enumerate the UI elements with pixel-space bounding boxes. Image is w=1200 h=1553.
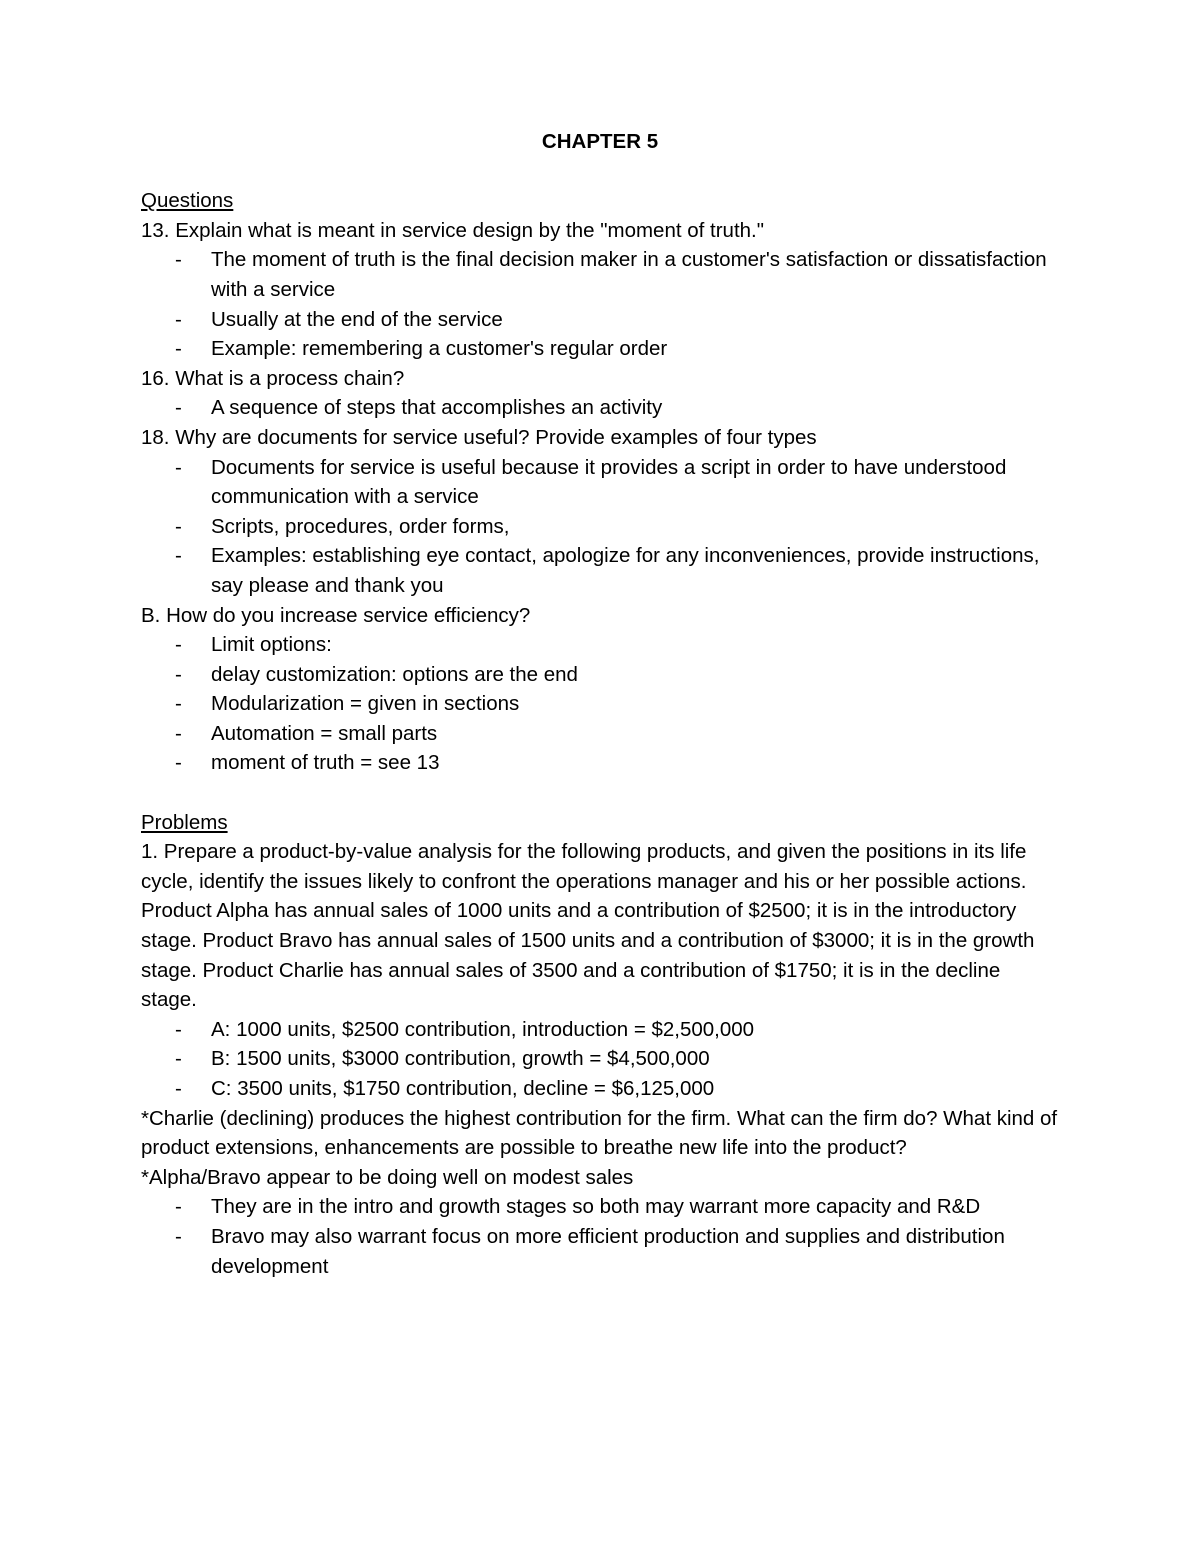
chapter-title: CHAPTER 5 [541, 130, 659, 153]
list-item [141, 512, 1061, 542]
list-item [141, 689, 1061, 719]
list-item [141, 748, 1061, 778]
answer-text: moment of truth = see 13 [211, 751, 440, 775]
list-item [141, 541, 1061, 600]
list-item [141, 1192, 1061, 1222]
answer-text: Limit options: [211, 633, 332, 657]
dash-marker: - [175, 1195, 182, 1219]
answer-text: The moment of truth is the final decision maker in a customer's satisfaction or dissatisfaction with a service [211, 248, 1047, 301]
answer-text: Modularization = given in sections [211, 692, 520, 716]
list-item [141, 453, 1061, 512]
questions-heading: Questions [141, 189, 234, 213]
list-item [141, 630, 1061, 660]
answer-text: Documents for service is useful because it provides a script in order to have understood communication with a service [211, 455, 1007, 509]
list-item [141, 393, 1061, 423]
answer-text: Bravo may also warrant focus on more efficient production and supplies and distribution development [211, 1224, 1005, 1278]
list-item [141, 245, 1061, 304]
list-item [141, 1044, 1061, 1074]
dash-marker: - [175, 544, 182, 568]
dash-marker: - [175, 248, 182, 272]
list-item [141, 719, 1061, 749]
note-charlie: *Charlie (declining) produces the highest contribution for the firm. What can the firm do? What kind of product extensions, enhancements are possible to breathe new life into the product? [141, 1106, 1058, 1160]
question-b: B. How do you increase service efficiency? [141, 603, 531, 627]
question-13: 13. Explain what is meant in service design by the "moment of truth." [141, 218, 765, 242]
list-item [141, 305, 1061, 335]
question-16: 16. What is a process chain? [141, 366, 405, 390]
problems-heading: Problems [141, 810, 228, 834]
dash-marker: - [175, 751, 182, 775]
answer-text: B: 1500 units, $3000 contribution, growth = $4,500,000 [211, 1047, 710, 1071]
answer-text: A sequence of steps that accomplishes an activity [211, 396, 663, 420]
answer-text: Scripts, procedures, order forms, [211, 514, 510, 538]
dash-marker: - [175, 396, 182, 420]
document-body [141, 127, 1061, 1281]
question-18: 18. Why are documents for service useful? Provide examples of four types [141, 425, 817, 449]
question-18-answers [141, 453, 1061, 601]
list-item [141, 1074, 1061, 1104]
answer-text: delay customization: options are the end [211, 662, 578, 686]
dash-marker: - [175, 721, 182, 745]
question-13-answers [141, 245, 1061, 363]
answer-text: Examples: establishing eye contact, apologize for any inconveniences, provide instructions, say please and thank you [211, 544, 1040, 597]
answer-text: Usually at the end of the service [211, 307, 503, 331]
problem-1: 1. Prepare a product-by-value analysis for the following products, and given the positions in its life cycle, identify the issues likely to confront the operations manager and his or her possible actions. Product Alpha has annual sales of 1000 units and a contribution of $2500; it is in the introductory stage. Product Bravo has annual sales of 1500 units and a contribution of $3000; it is in the growth stage. Product Charlie has annual sales of 3500 and a contribution of $1750; it is in the decline stage. [141, 840, 1035, 1012]
list-item [141, 1015, 1061, 1045]
list-item [141, 660, 1061, 690]
answer-text: Automation = small parts [211, 721, 438, 745]
section-spacer [141, 778, 1061, 808]
dash-marker: - [175, 1047, 182, 1071]
question-b-answers [141, 630, 1061, 778]
note-alpha-bravo: *Alpha/Bravo appear to be doing well on modest sales [141, 1165, 634, 1189]
answer-text: Example: remembering a customer's regular order [211, 337, 668, 361]
list-item [141, 334, 1061, 364]
problem-1-answers [141, 1015, 1061, 1104]
dash-marker: - [175, 633, 182, 657]
dash-marker: - [175, 1017, 182, 1041]
answer-text: A: 1000 units, $2500 contribution, introduction = $2,500,000 [211, 1017, 755, 1041]
dash-marker: - [175, 1077, 182, 1100]
dash-marker: - [175, 662, 182, 686]
dash-marker: - [175, 1224, 182, 1248]
dash-marker: - [175, 337, 182, 361]
answer-text: C: 3500 units, $1750 contribution, decline = $6,125,000 [211, 1077, 715, 1100]
question-16-answers [141, 393, 1061, 423]
dash-marker: - [175, 692, 182, 716]
note-alpha-bravo-points [141, 1192, 1061, 1281]
dash-marker: - [175, 514, 182, 538]
dash-marker: - [175, 307, 182, 331]
dash-marker: - [175, 455, 182, 479]
answer-text: They are in the intro and growth stages so both may warrant more capacity and R&D [211, 1195, 981, 1219]
list-item [141, 1222, 1061, 1281]
